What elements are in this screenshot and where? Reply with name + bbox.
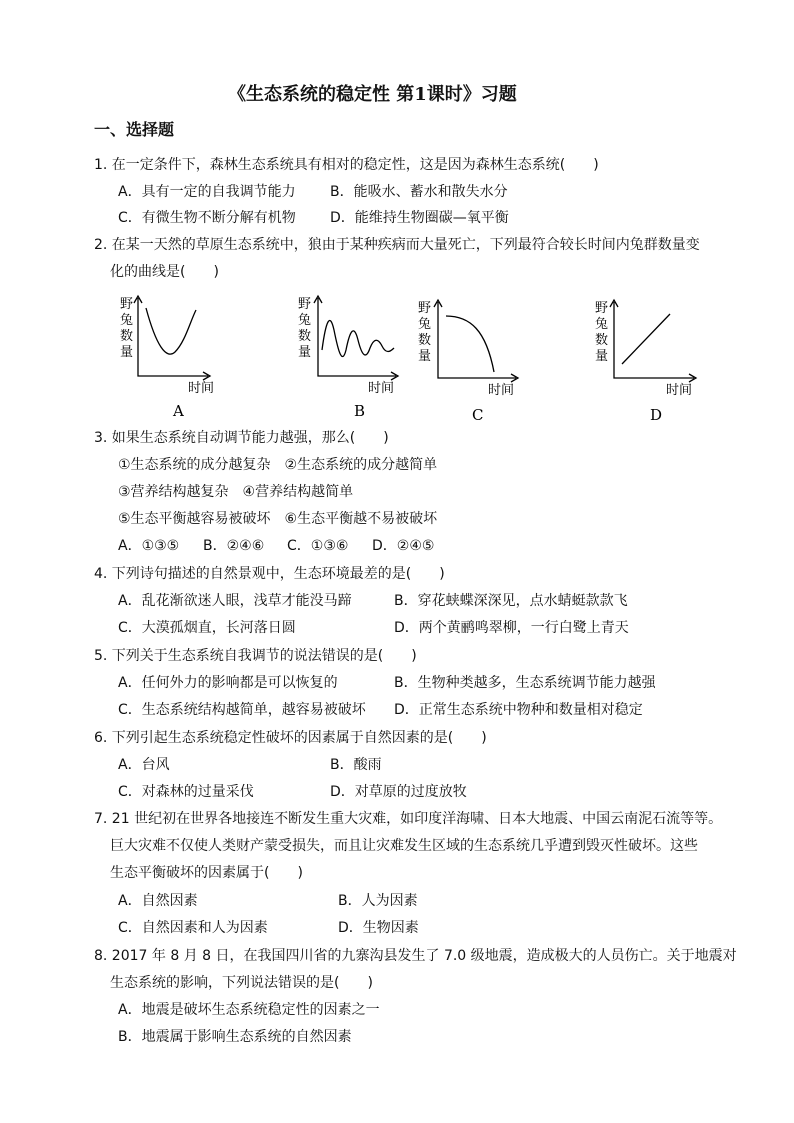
q4-option-a: A．乱花渐欲迷人眼，浅草才能没马蹄 <box>118 593 352 609</box>
q8-option-a: A．地震是破坏生态系统稳定性的因素之一 <box>118 1002 380 1018</box>
graph-d-ylabel-1: 野 <box>595 301 609 316</box>
q7-option-b: B．人为因素 <box>338 893 418 909</box>
graph-d-ylabel-3: 数 <box>595 333 609 348</box>
q8-stem-line1: 8. 2017 年 8 月 8 日，在我国四川省的九寨沟县发生了 7.0 级地震，造成极大的人员伤亡。关于地震对 <box>94 948 737 964</box>
q7-option-a: A．自然因素 <box>118 893 198 909</box>
graph-d <box>595 300 696 424</box>
q5-stem: 5. 下列关于生态系统自我调节的说法错误的是( ) <box>94 648 417 664</box>
q3-option-b: B．②④⑥ <box>203 538 265 554</box>
graph-b-label: B <box>354 402 366 420</box>
graph-a-curve <box>146 308 196 354</box>
graph-a-ylabel-3: 数 <box>120 329 134 344</box>
q7-option-c: C．自然因素和人为因素 <box>118 920 268 936</box>
graph-a-ylabel-4: 量 <box>120 345 134 360</box>
page-title: 《生态系统的稳定性 第1课时》习题 <box>228 84 517 105</box>
q8-stem-line2: 生态系统的影响，下列说法错误的是( ) <box>110 975 373 991</box>
q7-stem-line2: 巨大灾难不仅使人类财产蒙受损失，而且让灾难发生区域的生态系统几乎遭到毁灭性破坏。这些 <box>110 838 698 854</box>
graph-b-ylabel-1: 野 <box>298 297 312 312</box>
q6-option-c: C．对森林的过量采伐 <box>118 784 254 800</box>
q4-option-d: D．两个黄鹂鸣翠柳，一行白鹭上青天 <box>394 620 629 636</box>
graph-c-xlabel: 时间 <box>488 383 515 398</box>
graph-b-ylabel-3: 数 <box>298 329 312 344</box>
graph-a-arrows <box>134 296 210 380</box>
q2-stem-line1: 2. 在某一天然的草原生态系统中，狼由于某种疾病而大量死亡，下列最符合较长时间内兔群数量变 <box>94 237 700 253</box>
q4-option-b: B．穿花蛱蝶深深见，点水蜻蜓款款飞 <box>394 593 628 609</box>
graph-a-axes <box>138 298 208 376</box>
q6-stem: 6. 下列引起生态系统稳定性破坏的因素属于自然因素的是( ) <box>94 730 487 746</box>
q5-option-a: A．任何外力的影响都是可以恢复的 <box>118 675 338 691</box>
q3-option-a: A．①③⑤ <box>118 538 180 554</box>
graph-b-ylabel-2: 兔 <box>298 313 312 328</box>
graph-d-label: D <box>650 406 663 424</box>
graph-d-arrows <box>610 300 696 382</box>
q1-option-a: A．具有一定的自我调节能力 <box>118 184 296 200</box>
graph-c-ylabel-1: 野 <box>418 301 432 316</box>
graph-d-axes <box>614 302 694 378</box>
graph-c-ylabel-3: 数 <box>418 333 432 348</box>
graph-b-arrows <box>314 296 398 380</box>
q1-option-c: C．有微生物不断分解有机物 <box>118 210 296 226</box>
q1-stem: 1. 在一定条件下，森林生态系统具有相对的稳定性，这是因为森林生态系统( ) <box>94 157 599 173</box>
graph-b-ylabel-4: 量 <box>298 345 312 360</box>
graph-b <box>298 296 398 420</box>
q3-statement-3: ⑤生态平衡越容易被破坏 ⑥生态平衡越不易被破坏 <box>118 511 438 527</box>
graph-c-arrows <box>434 300 518 382</box>
q1-option-d: D．能维持生物圈碳—氧平衡 <box>330 210 509 226</box>
graph-d-xlabel: 时间 <box>666 383 693 398</box>
graph-c-ylabel-4: 量 <box>418 349 432 364</box>
q3-statement-2: ③营养结构越复杂 ④营养结构越简单 <box>118 484 354 500</box>
q2-stem-line2: 化的曲线是( ) <box>110 264 219 280</box>
graph-b-curve <box>322 320 394 356</box>
graph-a-label: A <box>173 402 184 420</box>
q6-option-b: B．酸雨 <box>330 757 382 773</box>
q6-option-d: D．对草原的过度放牧 <box>330 784 467 800</box>
q4-option-c: C．大漠孤烟直，长河落日圆 <box>118 620 296 636</box>
graph-a-xlabel: 时间 <box>188 381 215 396</box>
q3-option-d: D．②④⑤ <box>372 538 435 554</box>
q6-option-a: A．台风 <box>118 757 170 773</box>
graph-d-ylabel-4: 量 <box>595 349 609 364</box>
q2-graph-options <box>0 290 794 430</box>
q5-option-c: C．生态系统结构越简单，越容易被破坏 <box>118 702 366 718</box>
q5-option-b: B．生物种类越多，生态系统调节能力越强 <box>394 675 656 691</box>
graph-d-ylabel-2: 兔 <box>595 317 609 332</box>
q4-stem: 4. 下列诗句描述的自然景观中，生态环境最差的是( ) <box>94 566 445 582</box>
q8-option-b: B．地震属于影响生态系统的自然因素 <box>118 1029 352 1045</box>
q5-option-d: D．正常生态系统中物种和数量相对稳定 <box>394 702 643 718</box>
graph-a-ylabel-1: 野 <box>120 297 134 312</box>
q3-stem: 3. 如果生态系统自动调节能力越强，那么( ) <box>94 430 389 446</box>
q7-stem-line1: 7. 21 世纪初在世界各地接连不断发生重大灾难，如印度洋海啸、日本大地震、中国云南泥石流等等。 <box>94 811 723 827</box>
graph-a <box>120 296 214 420</box>
graph-a-ylabel-2: 兔 <box>120 313 134 328</box>
graph-c-ylabel-2: 兔 <box>418 317 432 332</box>
graph-c-label: C <box>472 406 484 424</box>
q1-option-b: B．能吸水、蓄水和散失水分 <box>330 184 508 200</box>
graph-c-axes <box>438 302 516 378</box>
q3-statement-1: ①生态系统的成分越复杂 ②生态系统的成分越简单 <box>118 457 438 473</box>
q7-stem-line3: 生态平衡破坏的因素属于( ) <box>110 865 303 881</box>
graph-d-curve <box>622 314 670 364</box>
section-heading: 一、选择题 <box>94 120 175 139</box>
graph-c-curve <box>446 316 494 372</box>
q7-option-d: D．生物因素 <box>338 920 419 936</box>
graph-c <box>418 300 518 424</box>
graph-b-xlabel: 时间 <box>368 381 395 396</box>
q3-option-c: C．①③⑥ <box>287 538 349 554</box>
